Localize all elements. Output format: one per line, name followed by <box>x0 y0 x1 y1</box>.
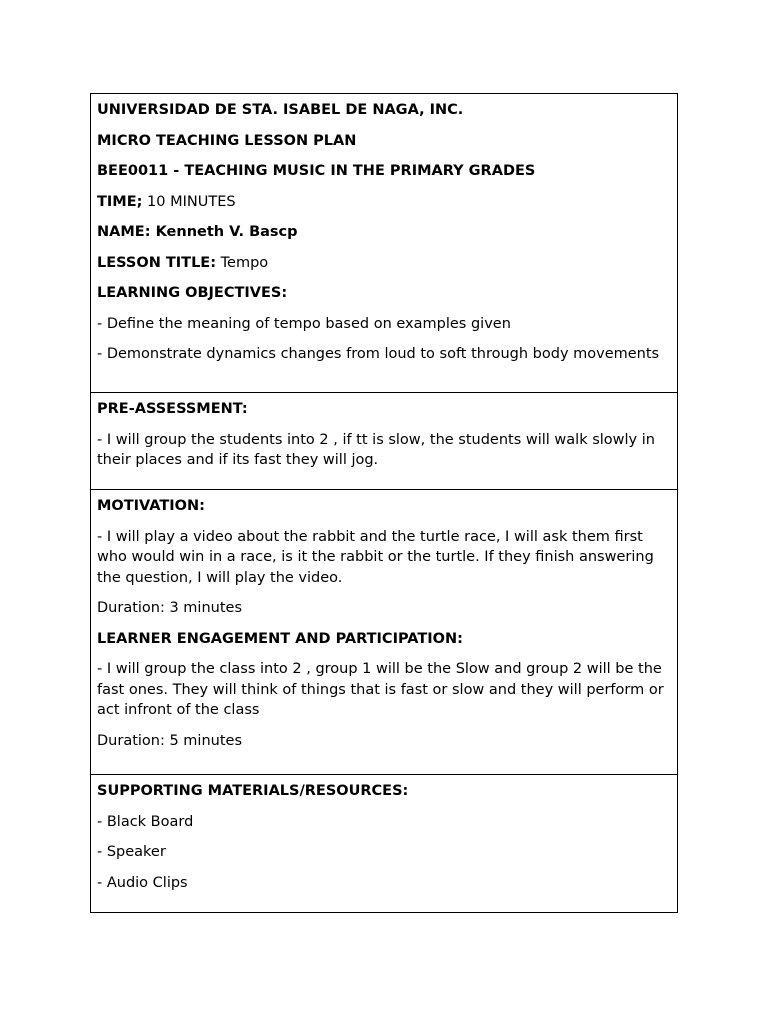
pre-assessment-section <box>91 392 677 489</box>
lesson-title-value: Tempo <box>220 254 269 271</box>
header-section <box>91 94 677 392</box>
motivation-duration: Duration: 3 minutes <box>97 600 242 616</box>
pre-assessment-text: - I will group the students into 2 , if tt is slow, the students will walk slowly in their places and if its fast they will jog. <box>97 431 655 468</box>
pre-assessment-heading: PRE-ASSESSMENT: <box>97 401 248 417</box>
name-row <box>97 222 671 243</box>
activities-section <box>91 489 677 774</box>
materials-item: - Speaker <box>97 844 166 860</box>
lesson-title-row <box>97 253 671 274</box>
objective-item: - Demonstrate dynamics changes from loud to soft through body movements <box>97 346 660 362</box>
name-label: NAME: <box>97 224 151 240</box>
plan-type: MICRO TEACHING LESSON PLAN <box>97 132 357 149</box>
motivation-heading: MOTIVATION: <box>97 498 205 514</box>
university-name: UNIVERSIDAD DE STA. ISABEL DE NAGA, INC. <box>97 102 464 118</box>
objective-item: - Define the meaning of tempo based on examples given <box>97 315 511 332</box>
objectives-heading: LEARNING OBJECTIVES: <box>97 285 288 301</box>
engagement-heading: LEARNER ENGAGEMENT AND PARTICIPATION: <box>97 630 463 647</box>
engagement-text: - I will group the class into 2 , group 1 will be the Slow and group 2 will be the fast ones. They will think of things that is fast or slow and they will perform or act infront of the class <box>97 661 664 718</box>
materials-item: - Audio Clips <box>97 874 188 891</box>
materials-heading: SUPPORTING MATERIALS/RESOURCES: <box>97 783 409 799</box>
materials-section <box>91 774 677 912</box>
course-title: BEE0011 - TEACHING MUSIC IN THE PRIMARY GRADES <box>97 163 536 179</box>
name-value: Kenneth V. Bascp <box>155 224 298 240</box>
time-value: 10 MINUTES <box>147 193 236 210</box>
lesson-plan-table <box>90 93 678 913</box>
motivation-text: - I will play a video about the rabbit and the turtle race, I will ask them first who would win in a race, is it the rabbit or the turtle. If they finish answering the question, I will play the video. <box>97 528 654 586</box>
materials-item: - Black Board <box>97 813 194 830</box>
time-label: TIME; <box>97 193 143 210</box>
lesson-title-label: LESSON TITLE: <box>97 254 217 271</box>
engagement-duration: Duration: 5 minutes <box>97 732 242 749</box>
time-row <box>97 192 671 213</box>
